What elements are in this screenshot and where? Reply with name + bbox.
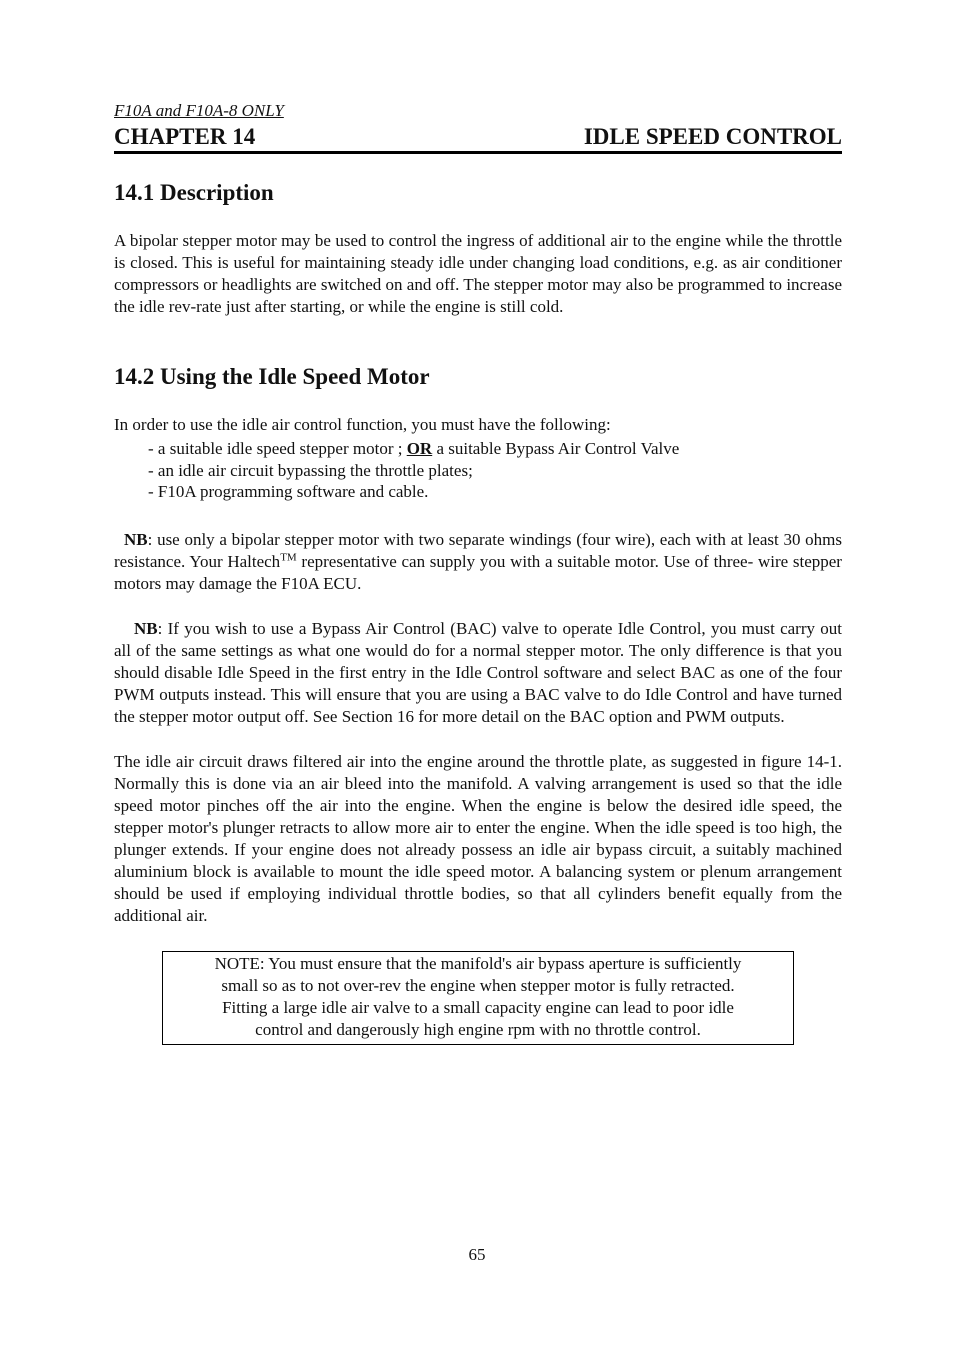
model-applicability: F10A and F10A-8 ONLY	[114, 101, 284, 120]
list-item: - F10A programming software and cable.	[148, 482, 429, 501]
nb-bac-valve-paragraph: NB: If you wish to use a Bypass Air Control (BAC) valve to operate Idle Control, you must carry out all of the same settings as what one would do for a normal stepper motor. The only difference is that you should disable Idle Speed in the first entry in the Idle Control software and select BAC as one of the four PWM outputs instead. This will ensure that you are using a BAC valve to do Idle Control and have turned the stepper motor output off. See Section 16 for more detail on the BAC option and PWM outputs.	[114, 618, 842, 726]
section-heading-description: 14.1 Description	[114, 180, 274, 205]
or-emphasis: OR	[406, 439, 433, 458]
requirements-list	[148, 438, 842, 503]
chapter-header	[114, 123, 842, 154]
note-box	[162, 951, 794, 1045]
chapter-title: IDLE SPEED CONTROL	[583, 124, 842, 149]
trademark-mark: TM	[280, 550, 297, 563]
note-line: NOTE: You must ensure that the manifold's air bypass aperture is sufficiently	[214, 953, 742, 973]
document-page	[114, 100, 842, 1045]
note-line: Fitting a large idle air valve to a small capacity engine can lead to poor idle	[222, 997, 734, 1017]
nb-label: NB	[124, 529, 148, 549]
idle-air-circuit-paragraph: The idle air circuit draws filtered air into the engine around the throttle plate, as suggested in figure 14-1. Normally this is done via an air bleed into the manifold. A valving arrangement is used so that the idle speed motor pinches off the air into the engine. When the engine is below the desired idle speed, the stepper motor's plunger retracts to allow more air to enter the engine. When the idle speed is too high, the plunger extends. If your engine does not already possess an idle air bypass circuit, a suitably machined aluminium block is available to mount the idle speed motor. A balancing system or plenum arrangement should be used if employing individual throttle bodies, so that all cylinders benefit equally from the additional air.	[114, 751, 842, 925]
section-heading-using-idle-motor: 14.2 Using the Idle Speed Motor	[114, 364, 430, 389]
page-number: 65	[468, 1245, 486, 1264]
note-line: control and dangerously high engine rpm with no throttle control.	[255, 1019, 701, 1039]
nb-stepper-motor-paragraph: NB: use only a bipolar stepper motor with two separate windings (four wire), each with at least 30 ohms resistance. Your Haltech™ representative can supply you with a suitable motor. Use of three- wire stepper motors may damage the F10A ECU.	[114, 529, 842, 593]
list-item: - an idle air circuit bypassing the throttle plates;	[148, 460, 473, 480]
description-paragraph: A bipolar stepper motor may be used to control the ingress of additional air to the engine while the throttle is closed. This is useful for maintaining steady idle under changing load conditions, e.g. as air conditioner compressors or headlights are switched on and off. The stepper motor may also be programmed to increase the idle rev-rate just after starting, or while the engine is still cold.	[114, 231, 842, 316]
requirements-intro: In order to use the idle air control function, you must have the following:	[114, 415, 611, 434]
list-item: - a suitable idle speed stepper motor ; OR a suitable Bypass Air Control Valve	[148, 439, 680, 458]
nb-label: NB	[134, 618, 158, 638]
chapter-number: CHAPTER 14	[114, 124, 256, 149]
note-line: small so as to not over-rev the engine when stepper motor is fully retracted.	[221, 975, 735, 995]
